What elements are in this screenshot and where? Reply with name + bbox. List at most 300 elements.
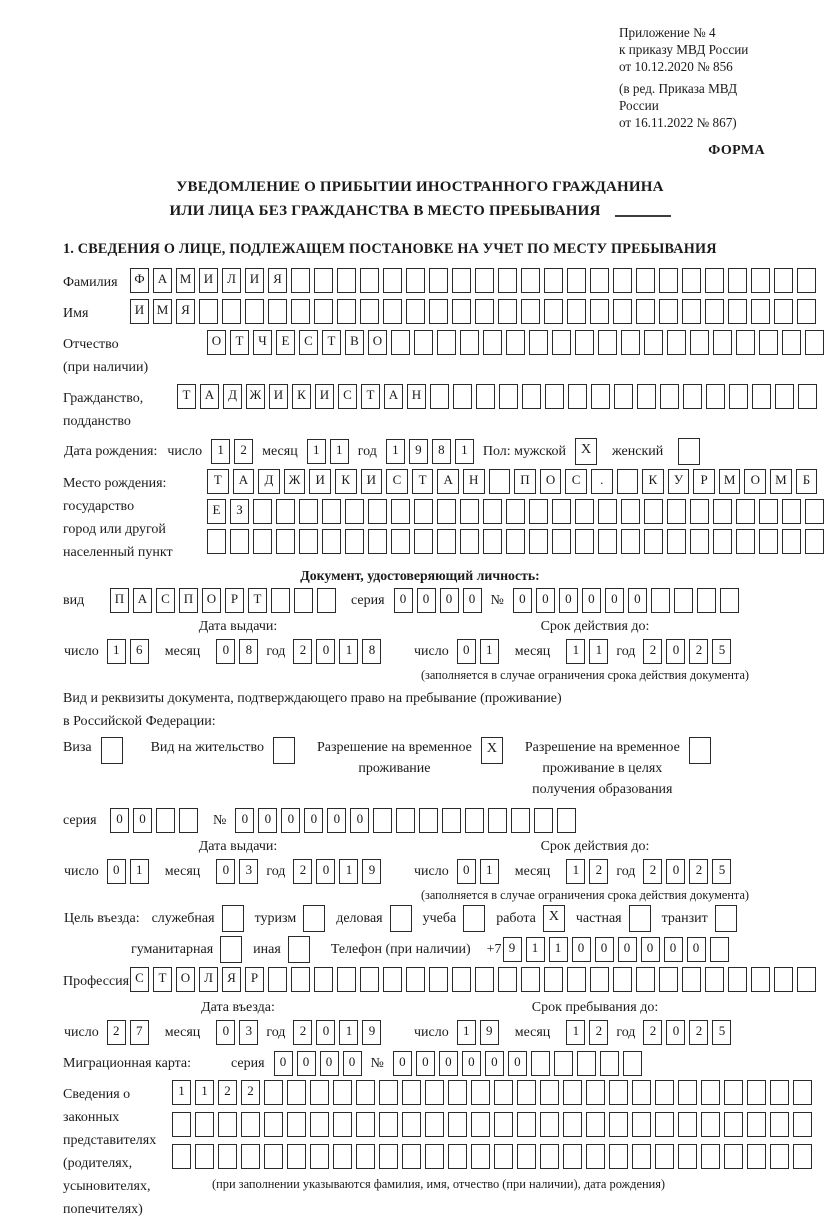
migration-number-cell[interactable]: 0 [485, 1051, 504, 1076]
residence-number-cell[interactable] [534, 808, 553, 833]
surname-cell[interactable] [475, 268, 494, 293]
legal-reps-cell[interactable] [425, 1144, 444, 1169]
identity-issue-day-cells[interactable] [107, 639, 149, 664]
birth-place-cell[interactable] [644, 529, 663, 554]
birth-place-cell[interactable] [414, 499, 433, 524]
legal-reps-cell[interactable] [609, 1080, 628, 1105]
citizenship-cell[interactable]: А [384, 384, 403, 409]
citizenship-cells[interactable] [177, 384, 817, 409]
surname-cell[interactable]: И [245, 268, 264, 293]
given-name-cell[interactable] [751, 299, 770, 324]
residence-valid-year-cell[interactable]: 2 [689, 859, 708, 884]
surname-cell[interactable] [682, 268, 701, 293]
residence-valid-month-cells[interactable] [566, 859, 608, 884]
residence-valid-year-cell[interactable]: 5 [712, 859, 731, 884]
birth-place-cell[interactable]: А [233, 469, 255, 494]
legal-reps-cell[interactable] [747, 1080, 766, 1105]
birth-place-cell[interactable] [299, 499, 318, 524]
identity-series-cell[interactable]: 0 [394, 588, 413, 613]
birth-place-cell[interactable] [322, 499, 341, 524]
migration-series-cell[interactable]: 0 [343, 1051, 362, 1076]
given-name-cell[interactable]: М [153, 299, 172, 324]
birth-place-cell[interactable] [575, 529, 594, 554]
patronymic-cell[interactable] [598, 330, 617, 355]
surname-cell[interactable] [406, 268, 425, 293]
birth-place-cell[interactable] [437, 529, 456, 554]
purpose-study-box[interactable] [463, 905, 485, 932]
legal-reps-cell[interactable] [310, 1080, 329, 1105]
given-name-cell[interactable]: И [130, 299, 149, 324]
phone-cell[interactable]: 0 [572, 937, 591, 962]
birth-place-cell[interactable] [598, 529, 617, 554]
legal-reps-cell[interactable] [195, 1144, 214, 1169]
citizenship-cell[interactable]: Т [177, 384, 196, 409]
identity-valid-year-cell[interactable]: 2 [689, 639, 708, 664]
purpose-private-checkbox[interactable] [629, 905, 651, 932]
citizenship-cell[interactable] [614, 384, 633, 409]
residence-issue-day-cells[interactable] [107, 859, 149, 884]
identity-issue-month-cell[interactable]: 8 [239, 639, 258, 664]
given-name-cell[interactable] [199, 299, 218, 324]
legal-reps-cell[interactable] [379, 1080, 398, 1105]
birth-place-cell[interactable] [598, 499, 617, 524]
legal-reps-cell[interactable] [655, 1144, 674, 1169]
patronymic-cell[interactable] [759, 330, 778, 355]
legal-reps-cell[interactable] [655, 1112, 674, 1137]
legal-reps-cell[interactable]: 2 [241, 1080, 260, 1105]
patronymic-cell[interactable] [690, 330, 709, 355]
patronymic-cell[interactable] [529, 330, 548, 355]
stay-until-day-cell[interactable]: 1 [457, 1020, 476, 1045]
phone-cell[interactable]: 9 [503, 937, 522, 962]
residence-issue-year-cell[interactable]: 0 [316, 859, 335, 884]
citizenship-cell[interactable] [683, 384, 702, 409]
legal-reps-cell[interactable] [241, 1112, 260, 1137]
identity-issue-year-cell[interactable]: 0 [316, 639, 335, 664]
profession-cell[interactable]: С [130, 967, 149, 992]
identity-number-cell[interactable]: 0 [559, 588, 578, 613]
birth-place-cell[interactable]: О [540, 469, 562, 494]
birth-place-cell[interactable]: К [335, 469, 357, 494]
residence-valid-day-cells[interactable] [457, 859, 499, 884]
residence-valid-day-cell[interactable]: 1 [480, 859, 499, 884]
birth-place-row-1[interactable] [207, 469, 824, 494]
entry-date-day-cell[interactable]: 7 [130, 1020, 149, 1045]
residence-number-cell[interactable]: 0 [281, 808, 300, 833]
given-name-cell[interactable] [383, 299, 402, 324]
surname-cell[interactable] [521, 268, 540, 293]
surname-cell[interactable] [452, 268, 471, 293]
citizenship-cell[interactable] [591, 384, 610, 409]
purpose-official-box[interactable] [222, 905, 244, 932]
legal-reps-cell[interactable] [563, 1080, 582, 1105]
birth-place-cell[interactable]: Т [207, 469, 229, 494]
profession-cell[interactable]: Я [222, 967, 241, 992]
identity-valid-day-cell[interactable]: 0 [457, 639, 476, 664]
identity-issue-month-cell[interactable]: 0 [216, 639, 235, 664]
given-name-cell[interactable] [245, 299, 264, 324]
birth-year-cell[interactable]: 1 [455, 439, 474, 464]
profession-cell[interactable] [544, 967, 563, 992]
gender-female-box[interactable] [678, 438, 700, 465]
birth-place-cell[interactable] [460, 499, 479, 524]
given-name-cells[interactable] [130, 299, 816, 324]
surname-cell[interactable] [429, 268, 448, 293]
patronymic-cell[interactable] [805, 330, 824, 355]
birth-place-cell[interactable] [253, 499, 272, 524]
birth-place-cell[interactable] [529, 529, 548, 554]
citizenship-cell[interactable] [453, 384, 472, 409]
legal-reps-cell[interactable] [586, 1144, 605, 1169]
identity-issue-month-cells[interactable] [216, 639, 258, 664]
birth-place-cell[interactable]: М [770, 469, 792, 494]
birth-place-cell[interactable]: С [565, 469, 587, 494]
entry-date-year-cell[interactable]: 2 [293, 1020, 312, 1045]
stay-until-month-cell[interactable]: 1 [566, 1020, 585, 1045]
identity-series-cell[interactable]: 0 [463, 588, 482, 613]
birth-year-cell[interactable]: 8 [432, 439, 451, 464]
temp-permit-checkbox[interactable] [481, 737, 503, 764]
phone-cell[interactable]: 0 [664, 937, 683, 962]
legal-reps-cell[interactable] [333, 1080, 352, 1105]
birth-month-cells[interactable] [307, 439, 349, 464]
residence-issue-year-cell[interactable]: 2 [293, 859, 312, 884]
purpose-official-checkbox[interactable] [222, 905, 244, 932]
birth-place-cell[interactable] [207, 529, 226, 554]
legal-reps-cell[interactable] [517, 1112, 536, 1137]
migration-number-cell[interactable] [577, 1051, 596, 1076]
residence-number-cell[interactable] [442, 808, 461, 833]
birth-place-cell[interactable] [736, 529, 755, 554]
legal-reps-cell[interactable] [310, 1144, 329, 1169]
legal-reps-cell[interactable] [563, 1112, 582, 1137]
residence-series-cell[interactable]: 0 [110, 808, 129, 833]
birth-place-cell[interactable]: Т [412, 469, 434, 494]
surname-cell[interactable]: Л [222, 268, 241, 293]
given-name-cell[interactable]: Я [176, 299, 195, 324]
stay-until-day-cells[interactable] [457, 1020, 499, 1045]
given-name-cell[interactable] [429, 299, 448, 324]
birth-place-cell[interactable] [759, 529, 778, 554]
legal-reps-cell[interactable] [218, 1144, 237, 1169]
given-name-cell[interactable] [498, 299, 517, 324]
patronymic-cell[interactable]: Ч [253, 330, 272, 355]
residence-issue-year-cell[interactable]: 9 [362, 859, 381, 884]
birth-place-cell[interactable] [690, 529, 709, 554]
birth-place-cell[interactable] [644, 499, 663, 524]
legal-reps-cell[interactable] [494, 1080, 513, 1105]
patronymic-cell[interactable]: О [368, 330, 387, 355]
legal-reps-cell[interactable] [724, 1144, 743, 1169]
phone-cell[interactable]: 0 [687, 937, 706, 962]
residence-permit-box[interactable] [273, 737, 295, 764]
profession-cell[interactable] [498, 967, 517, 992]
legal-reps-cell[interactable] [678, 1144, 697, 1169]
legal-reps-cell[interactable] [609, 1112, 628, 1137]
entry-date-year-cell[interactable]: 1 [339, 1020, 358, 1045]
legal-reps-cell[interactable] [678, 1112, 697, 1137]
legal-reps-cell[interactable] [678, 1080, 697, 1105]
given-name-cell[interactable] [682, 299, 701, 324]
identity-valid-year-cell[interactable]: 0 [666, 639, 685, 664]
given-name-cell[interactable] [705, 299, 724, 324]
phone-cell[interactable]: 0 [618, 937, 637, 962]
citizenship-cell[interactable]: И [269, 384, 288, 409]
migration-series-cells[interactable] [274, 1051, 362, 1076]
patronymic-cell[interactable]: О [207, 330, 226, 355]
legal-reps-cell[interactable] [287, 1112, 306, 1137]
purpose-tourism-box[interactable] [303, 905, 325, 932]
birth-place-cell[interactable] [299, 529, 318, 554]
identity-issue-day-cell[interactable]: 6 [130, 639, 149, 664]
legal-reps-cell[interactable] [517, 1144, 536, 1169]
residence-number-cell[interactable]: 0 [327, 808, 346, 833]
birth-place-cell[interactable] [276, 529, 295, 554]
profession-cell[interactable] [774, 967, 793, 992]
given-name-cell[interactable] [291, 299, 310, 324]
birth-place-cell[interactable] [345, 499, 364, 524]
patronymic-cell[interactable] [621, 330, 640, 355]
birth-place-cell[interactable] [552, 529, 571, 554]
residence-series-cell[interactable] [179, 808, 198, 833]
purpose-work-checkbox[interactable] [543, 905, 565, 932]
birth-place-cell[interactable] [805, 499, 824, 524]
surname-cells[interactable] [130, 268, 816, 293]
birth-place-cell[interactable] [483, 499, 502, 524]
birth-place-cell[interactable] [322, 529, 341, 554]
birth-place-cell[interactable]: . [591, 469, 613, 494]
birth-place-cell[interactable]: П [514, 469, 536, 494]
purpose-transit-checkbox[interactable] [715, 905, 737, 932]
purpose-work-box[interactable]: X [543, 905, 565, 932]
citizenship-cell[interactable] [568, 384, 587, 409]
given-name-cell[interactable] [475, 299, 494, 324]
identity-series-cell[interactable]: 0 [417, 588, 436, 613]
legal-reps-cell[interactable] [241, 1144, 260, 1169]
given-name-cell[interactable] [659, 299, 678, 324]
residence-permit-checkbox[interactable] [273, 737, 295, 764]
residence-issue-day-cell[interactable]: 1 [130, 859, 149, 884]
citizenship-cell[interactable]: Т [361, 384, 380, 409]
profession-cell[interactable] [705, 967, 724, 992]
legal-reps-cell[interactable] [747, 1144, 766, 1169]
legal-reps-row-2[interactable] [172, 1112, 812, 1137]
stay-until-year-cell[interactable]: 5 [712, 1020, 731, 1045]
patronymic-cell[interactable] [644, 330, 663, 355]
legal-reps-cell[interactable] [172, 1144, 191, 1169]
legal-reps-cell[interactable] [494, 1144, 513, 1169]
profession-cell[interactable] [567, 967, 586, 992]
given-name-cell[interactable] [521, 299, 540, 324]
surname-cell[interactable] [291, 268, 310, 293]
residence-number-cell[interactable]: 0 [304, 808, 323, 833]
legal-reps-cell[interactable] [632, 1080, 651, 1105]
patronymic-cell[interactable] [460, 330, 479, 355]
birth-place-cell[interactable]: Н [463, 469, 485, 494]
surname-cell[interactable] [383, 268, 402, 293]
given-name-cell[interactable] [314, 299, 333, 324]
birth-place-cell[interactable] [805, 529, 824, 554]
entry-date-year-cells[interactable] [293, 1020, 381, 1045]
purpose-other-checkbox[interactable] [288, 936, 310, 963]
citizenship-cell[interactable] [660, 384, 679, 409]
identity-series-cell[interactable]: 0 [440, 588, 459, 613]
residence-valid-year-cell[interactable]: 0 [666, 859, 685, 884]
patronymic-cell[interactable] [414, 330, 433, 355]
phone-cell[interactable]: 1 [549, 937, 568, 962]
entry-date-year-cell[interactable]: 0 [316, 1020, 335, 1045]
patronymic-cell[interactable] [552, 330, 571, 355]
legal-reps-cell[interactable] [402, 1112, 421, 1137]
patronymic-cell[interactable] [667, 330, 686, 355]
residence-number-cell[interactable]: 0 [235, 808, 254, 833]
birth-year-cell[interactable]: 9 [409, 439, 428, 464]
legal-reps-cell[interactable] [264, 1112, 283, 1137]
birth-place-cell[interactable] [368, 529, 387, 554]
residence-number-cell[interactable]: 0 [258, 808, 277, 833]
profession-cell[interactable] [406, 967, 425, 992]
migration-number-cell[interactable] [623, 1051, 642, 1076]
legal-reps-cell[interactable] [425, 1112, 444, 1137]
birth-place-cell[interactable] [460, 529, 479, 554]
surname-cell[interactable] [797, 268, 816, 293]
birth-year-cell[interactable]: 1 [386, 439, 405, 464]
legal-reps-row-1[interactable] [172, 1080, 812, 1105]
patronymic-cell[interactable]: В [345, 330, 364, 355]
legal-reps-cell[interactable] [333, 1144, 352, 1169]
phone-cell[interactable] [710, 937, 729, 962]
legal-reps-cell[interactable] [701, 1112, 720, 1137]
profession-cell[interactable] [452, 967, 471, 992]
legal-reps-cell[interactable] [632, 1112, 651, 1137]
legal-reps-cell[interactable] [448, 1112, 467, 1137]
given-name-cell[interactable] [360, 299, 379, 324]
birth-place-cell[interactable] [529, 499, 548, 524]
identity-valid-year-cell[interactable]: 2 [643, 639, 662, 664]
birth-day-cells[interactable] [211, 439, 253, 464]
birth-place-cell[interactable] [552, 499, 571, 524]
birth-place-cell[interactable]: И [361, 469, 383, 494]
legal-reps-cell[interactable] [724, 1112, 743, 1137]
identity-kind-cell[interactable] [271, 588, 290, 613]
identity-number-cell[interactable]: 0 [536, 588, 555, 613]
residence-issue-year-cell[interactable]: 1 [339, 859, 358, 884]
profession-cells[interactable] [130, 967, 816, 992]
residence-valid-year-cell[interactable]: 2 [643, 859, 662, 884]
citizenship-cell[interactable] [798, 384, 817, 409]
given-name-cell[interactable] [797, 299, 816, 324]
birth-day-cell[interactable]: 1 [211, 439, 230, 464]
patronymic-cells[interactable] [207, 330, 824, 355]
legal-reps-cell[interactable] [563, 1144, 582, 1169]
birth-place-cell[interactable]: У [668, 469, 690, 494]
patronymic-cell[interactable] [736, 330, 755, 355]
birth-place-cell[interactable]: Ж [284, 469, 306, 494]
birth-place-cell[interactable]: С [386, 469, 408, 494]
legal-reps-cell[interactable] [770, 1144, 789, 1169]
identity-valid-month-cell[interactable]: 1 [589, 639, 608, 664]
legal-reps-cell[interactable] [425, 1080, 444, 1105]
birth-place-cell[interactable]: М [719, 469, 741, 494]
profession-cell[interactable] [682, 967, 701, 992]
identity-kind-cell[interactable]: Р [225, 588, 244, 613]
profession-cell[interactable]: Л [199, 967, 218, 992]
birth-place-cell[interactable] [575, 499, 594, 524]
legal-reps-cell[interactable]: 1 [172, 1080, 191, 1105]
surname-cell[interactable] [659, 268, 678, 293]
purpose-business-checkbox[interactable] [390, 905, 412, 932]
residence-valid-month-cell[interactable]: 1 [566, 859, 585, 884]
identity-number-cell[interactable] [697, 588, 716, 613]
patronymic-cell[interactable] [575, 330, 594, 355]
legal-reps-cell[interactable] [379, 1144, 398, 1169]
legal-reps-cell[interactable] [264, 1144, 283, 1169]
birth-year-cells[interactable] [386, 439, 474, 464]
identity-number-cells[interactable] [513, 588, 739, 613]
legal-reps-cell[interactable] [770, 1112, 789, 1137]
residence-series-cell[interactable] [156, 808, 175, 833]
phone-cells[interactable] [503, 937, 729, 962]
stay-until-month-cells[interactable] [566, 1020, 608, 1045]
given-name-cell[interactable] [337, 299, 356, 324]
birth-place-cell[interactable] [621, 529, 640, 554]
surname-cell[interactable]: И [199, 268, 218, 293]
birth-place-cell[interactable] [667, 499, 686, 524]
migration-number-cell[interactable] [600, 1051, 619, 1076]
gender-female-checkbox[interactable] [678, 438, 700, 465]
legal-reps-cell[interactable] [310, 1112, 329, 1137]
profession-cell[interactable] [337, 967, 356, 992]
legal-reps-cell[interactable] [609, 1144, 628, 1169]
profession-cell[interactable]: Т [153, 967, 172, 992]
legal-reps-cell[interactable] [402, 1080, 421, 1105]
profession-cell[interactable] [383, 967, 402, 992]
purpose-transit-box[interactable] [715, 905, 737, 932]
patronymic-cell[interactable] [391, 330, 410, 355]
entry-date-month-cell[interactable]: 0 [216, 1020, 235, 1045]
birth-place-cell[interactable]: О [744, 469, 766, 494]
citizenship-cell[interactable] [430, 384, 449, 409]
surname-cell[interactable] [360, 268, 379, 293]
residence-issue-day-cell[interactable]: 0 [107, 859, 126, 884]
migration-series-cell[interactable]: 0 [320, 1051, 339, 1076]
residence-issue-month-cells[interactable] [216, 859, 258, 884]
surname-cell[interactable] [613, 268, 632, 293]
given-name-cell[interactable] [774, 299, 793, 324]
profession-cell[interactable] [291, 967, 310, 992]
identity-valid-year-cells[interactable] [643, 639, 731, 664]
stay-until-year-cell[interactable]: 2 [689, 1020, 708, 1045]
legal-reps-cell[interactable] [517, 1080, 536, 1105]
legal-reps-cell[interactable] [218, 1112, 237, 1137]
purpose-tourism-checkbox[interactable] [303, 905, 325, 932]
stay-until-day-cell[interactable]: 9 [480, 1020, 499, 1045]
legal-reps-cell[interactable] [356, 1144, 375, 1169]
legal-reps-cell[interactable] [747, 1112, 766, 1137]
identity-number-cell[interactable]: 0 [628, 588, 647, 613]
given-name-cell[interactable] [544, 299, 563, 324]
profession-cell[interactable]: О [176, 967, 195, 992]
identity-valid-day-cell[interactable]: 1 [480, 639, 499, 664]
migration-number-cell[interactable]: 0 [393, 1051, 412, 1076]
profession-cell[interactable] [429, 967, 448, 992]
citizenship-cell[interactable]: А [200, 384, 219, 409]
legal-reps-cell[interactable] [540, 1080, 559, 1105]
given-name-cell[interactable] [567, 299, 586, 324]
citizenship-cell[interactable]: Н [407, 384, 426, 409]
legal-reps-cell[interactable] [586, 1112, 605, 1137]
migration-number-cell[interactable] [554, 1051, 573, 1076]
